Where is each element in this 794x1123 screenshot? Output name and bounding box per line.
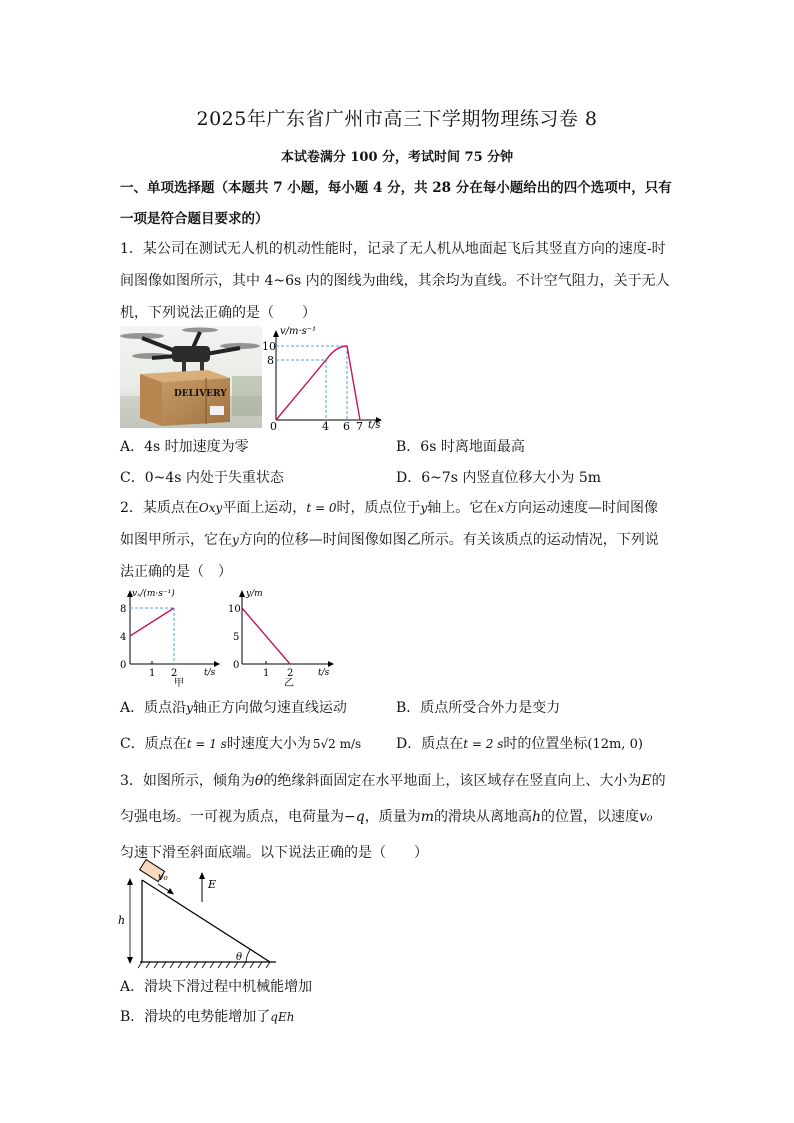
q3-text: 的绝缘斜面固定在水平地面上，该区域存在竖直向上、大小为	[263, 773, 642, 789]
q3-text: 的滑块从离地高	[433, 809, 532, 825]
q3-sym-m: m	[420, 809, 434, 825]
q2-sym-y: y	[232, 533, 239, 547]
vx-line	[130, 608, 174, 636]
q3-fig-theta: θ	[236, 952, 243, 963]
q2-option-a-text: 轴正方向做匀速直线运动	[192, 700, 347, 716]
q3-line-2	[120, 806, 653, 826]
q3-option-a: A．滑块下滑过程中机械能增加	[120, 979, 313, 995]
q2-option-c-sym: t = 1 s	[186, 737, 227, 751]
q2-option-a-sym: y	[186, 701, 193, 715]
q1-line-1: 1．某公司在测试无人机的机动性能时，记录了无人机从地面起飞后其竖直方向的速度-时	[120, 241, 666, 257]
q2-option-a	[120, 697, 347, 717]
q3-incline-figure	[112, 866, 282, 970]
q3-text: 匀强电场。一可视为质点，电荷量为	[120, 809, 344, 825]
q3-sym-theta: θ	[254, 773, 264, 789]
q3-text: 的位置，以速度	[541, 809, 640, 825]
q1-option-a: A．4s 时加速度为零	[120, 439, 249, 455]
y-line	[242, 608, 290, 664]
section-heading-line-2: 一项是符合题目要求的）	[120, 211, 269, 227]
q2-text: 轴上。它在	[427, 500, 498, 516]
q1-drone-photo	[120, 326, 262, 428]
q2-line-1	[120, 497, 658, 517]
q2-jia-ytick-4: 4	[120, 632, 127, 643]
q3-option-b-text: B．滑块的电势能增加了	[120, 1009, 271, 1025]
q2-jia-caption: 甲	[174, 678, 184, 689]
q2-yi-caption: 乙	[284, 678, 294, 689]
q3-text: 的	[651, 773, 666, 789]
q2-jia-ytick-8: 8	[120, 604, 127, 615]
q2-sym-x: x	[497, 501, 505, 515]
q2-line-3: 法正确的是（ ）	[120, 564, 232, 580]
q2-yi-xlabel: t/s	[318, 668, 330, 678]
q3-line-3: 匀速下滑至斜面底端。以下说法正确的是（ ）	[120, 845, 428, 861]
q2-option-d-text: 时的位置坐标	[503, 736, 588, 752]
q2-option-c-text: C．质点在	[120, 736, 187, 752]
q2-yi-xtick-2: 2	[287, 668, 294, 679]
q2-sym-t0: t = 0	[306, 501, 337, 515]
q2-option-d-val: (12m, 0)	[587, 737, 643, 752]
q2-yi-ytick-5: 5	[233, 632, 240, 643]
q3-sym-e: E	[641, 773, 652, 789]
q3-sym-v0: v₀	[639, 809, 653, 825]
q2-yi-ytick-10: 10	[228, 604, 241, 615]
q2-option-c	[120, 733, 361, 753]
q3-option-b	[120, 1006, 294, 1026]
q1-xtick-4: 4	[322, 420, 329, 433]
q1-option-d: D．6~7s 内竖直位移大小为 5m	[396, 470, 602, 486]
q2-yi-xtick-1: 1	[263, 668, 270, 679]
q3-sym-h: h	[531, 809, 542, 825]
q2-text: 如图甲所示，它在	[120, 532, 232, 548]
q2-option-b: B．质点所受合外力是变力	[396, 700, 561, 716]
y-axis-arrow	[273, 330, 279, 337]
q2-option-a-text: A．质点沿	[120, 700, 187, 716]
q1-vt-graph	[262, 324, 386, 433]
q1-line-2: 间图像如图所示，其中 4~6s 内的图线为曲线，其余均为直线。不计空气阻力，关于无人	[120, 273, 670, 289]
q3-option-b-sym: qEh	[270, 1010, 295, 1024]
q1-ytick-8: 8	[267, 354, 274, 367]
field-arrow-icon	[199, 872, 205, 879]
q2-option-d-text: D．质点在	[396, 736, 464, 752]
q2-option-d	[396, 733, 643, 753]
q3-text: 3．如图所示，倾角为	[120, 773, 255, 789]
q1-graph-xlabel: t/s	[368, 420, 381, 431]
q2-text: 平面上运动，	[222, 500, 307, 516]
q2-option-c-val: 5√2 m/s	[312, 737, 362, 751]
q2-jia-xtick-1: 1	[149, 668, 156, 679]
q3-fig-e: E	[208, 878, 217, 891]
q2-text: 时，质点位于	[336, 500, 421, 516]
q1-option-c: C．0~4s 内处于失重状态	[120, 470, 284, 486]
q1-graph-ylabel: v/m·s⁻¹	[280, 326, 317, 337]
q2-option-c-text: 时速度大小为	[226, 736, 311, 752]
q2-option-d-sym: t = 2 s	[463, 737, 504, 751]
q3-sym-q: −q	[344, 809, 365, 825]
velocity-arrow-icon	[167, 888, 174, 895]
ground-hatching	[138, 962, 270, 968]
q2-line-2	[120, 529, 659, 549]
section-heading-line-1: 一、单项选择题（本题共 7 小题，每小题 4 分，共 28 分在每小题给出的四个选项中，只有	[120, 180, 672, 196]
q1-xtick-7: 7	[356, 420, 363, 433]
q2-graph-jia	[118, 586, 222, 690]
q2-sym-oxy: Oxy	[198, 501, 223, 515]
q3-fig-v0: v₀	[158, 872, 168, 883]
q1-ytick-10: 10	[262, 340, 276, 353]
q3-line-1	[120, 770, 666, 790]
q2-jia-xtick-2: 2	[171, 668, 178, 679]
q1-option-b: B．6s 时离地面最高	[396, 439, 525, 455]
q3-text: ，质量为	[364, 809, 421, 825]
q2-text: 方向运动速度—时间图像	[504, 500, 659, 516]
q2-yi-ylabel: y/m	[246, 589, 263, 599]
q3-fig-h: h	[118, 914, 126, 927]
q1-line-3: 机，下列说法正确的是（ ）	[120, 305, 316, 321]
q2-sym-y: y	[420, 501, 428, 515]
delivery-label: DELIVERY	[174, 389, 227, 399]
page-subtitle: 本试卷满分 100 分，考试时间 75 分钟	[280, 150, 514, 165]
q2-text: 方向的位移—时间图像如图乙所示。有关该质点的运动情况，下列说	[238, 532, 659, 548]
page-title: 2025年广东省广州市高三下学期物理练习卷 8	[196, 108, 598, 130]
q2-jia-xlabel: t/s	[204, 668, 216, 678]
q2-jia-ylabel: vₓ/(m·s⁻¹)	[132, 589, 175, 599]
q2-jia-ytick-0: 0	[120, 660, 127, 671]
q1-xtick-0: 0	[270, 420, 277, 433]
q2-yi-ytick-0: 0	[233, 660, 240, 671]
q2-text: 2．某质点在	[120, 500, 199, 516]
q1-xtick-6: 6	[343, 420, 350, 433]
q2-graph-yi	[228, 586, 338, 690]
